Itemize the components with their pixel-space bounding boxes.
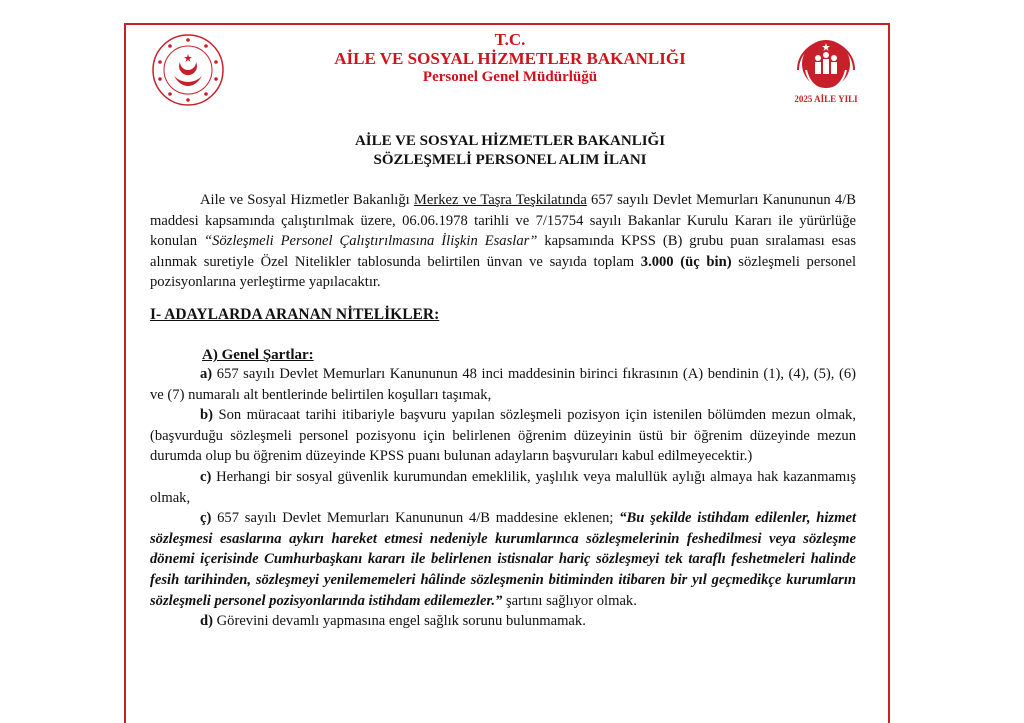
- item-label: b): [200, 407, 213, 424]
- condition-item-c-cedilla: [150, 508, 856, 611]
- intro-paragraph: [150, 190, 856, 293]
- title-line-2: SÖZLEŞMELİ PERSONEL ALIM İLANI: [373, 152, 647, 168]
- item-text: 657 sayılı Devlet Memurları Kanununun 48 inci maddesinin birinci fıkrasının (A) bendinin (1), (4), (5), (6) ve (7) numaralı alt bentlerinde belirtilen koşulları taşımak,: [150, 366, 856, 403]
- intro-total-count: 3.000 (üç bin): [640, 253, 732, 270]
- intro-underlined: Merkez ve Taşra Teşkilatında: [413, 192, 587, 208]
- condition-item-d: [150, 611, 856, 632]
- letterhead-department: Personel Genel Müdürlüğü: [422, 69, 598, 85]
- intro-italic-reference: “Sözleşmeli Personel Çalıştırılmasına İlişkin Esaslar”: [203, 233, 538, 250]
- item-text: Herhangi bir sosyal güvenlik kurumundan emeklilik, yaşlılık veya malullük aylığı almaya hak kazanmamış olmak,: [150, 468, 856, 506]
- condition-item-c: [150, 467, 856, 508]
- section-heading: I- ADAYLARDA ARANAN NİTELİKLER:: [150, 306, 440, 323]
- item-text: Son müracaat tarihi itibariyle başvuru yapılan sözleşmeli pozisyon için istenilen bölümden mezun olmak, (başvurduğu sözleşmeli personel pozisyonu için belirlenen öğrenim düzeyinin üstü bir öğrenim düzeyinde mezun durumda olup bu öğrenim düzeyinde KPSS puanı bulunan adayların başvuruları kabul edilmeyecektir.): [150, 407, 856, 465]
- title-line-1: AİLE VE SOSYAL HİZMETLER BAKANLIĞI: [354, 133, 666, 149]
- intro-text: kapsamında KPSS (B) grubu puan sıralaması esas alınmak suretiyle Özel Nitelikler tablosunda belirtilen ünvan ve sayıda toplam: [150, 233, 856, 270]
- intro-text: Aile ve Sosyal Hizmetler Bakanlığı: [200, 192, 414, 208]
- condition-item-a: [150, 364, 856, 405]
- item-label: c): [200, 468, 212, 485]
- item-label: ç): [200, 510, 212, 527]
- letterhead: [250, 30, 770, 87]
- document-title: [140, 132, 880, 170]
- intro-text: 657 sayılı Devlet Memurları Kanununun 4/B maddesi kapsamında çalıştırılmak üzere, 06.06.1978 tarihli ve 7/15754 sayılı Bakanlar Kurulu Kararı ile yürürlüğe konulan: [150, 192, 857, 250]
- subsection-heading: A) Genel Şartlar:: [202, 347, 314, 363]
- item-label: d): [200, 613, 213, 630]
- item-label: a): [200, 366, 213, 382]
- letterhead-ministry: AİLE VE SOSYAL HİZMETLER BAKANLIĞI: [334, 49, 686, 68]
- family-year-caption: 2025 AİLE YILI: [794, 94, 858, 104]
- item-text: 657 sayılı Devlet Memurları Kanununun 4/B maddesine eklenen;: [211, 510, 620, 527]
- intro-text: sözleşmeli personel pozisyonlarına yerleştirme yapılacaktır.: [150, 253, 856, 291]
- item-text: şartını sağlıyor olmak.: [502, 592, 637, 609]
- item-text: Görevini devamlı yapmasına engel sağlık sorunu bulunmamak.: [212, 613, 586, 630]
- ministry-seal-icon: [150, 32, 226, 108]
- letterhead-tc: T.C.: [494, 30, 526, 49]
- item-quote: “Bu şekilde istihdam edilenler, hizmet sözleşmesi esaslarına aykırı hareket etmesi nedeniyle kurumlarınca sözleşmelerinin feshedilmesi veya sözleşme dönemi içerisinde Cumhurbaşkanı kararı ile belirlenen istisnalar hariç sözleşmeyi tek taraflı feshetmeleri halinde fesih tarihinden, sözleşmeyi yenilememeleri hâlinde sözleşmenin bitiminden itibaren bir yıl geçmedikçe kurumların sözleşmeli personel pozisyonlarında istihdam edilemezler.”: [150, 510, 856, 609]
- conditions-list: [150, 364, 856, 632]
- condition-item-b: [150, 405, 856, 467]
